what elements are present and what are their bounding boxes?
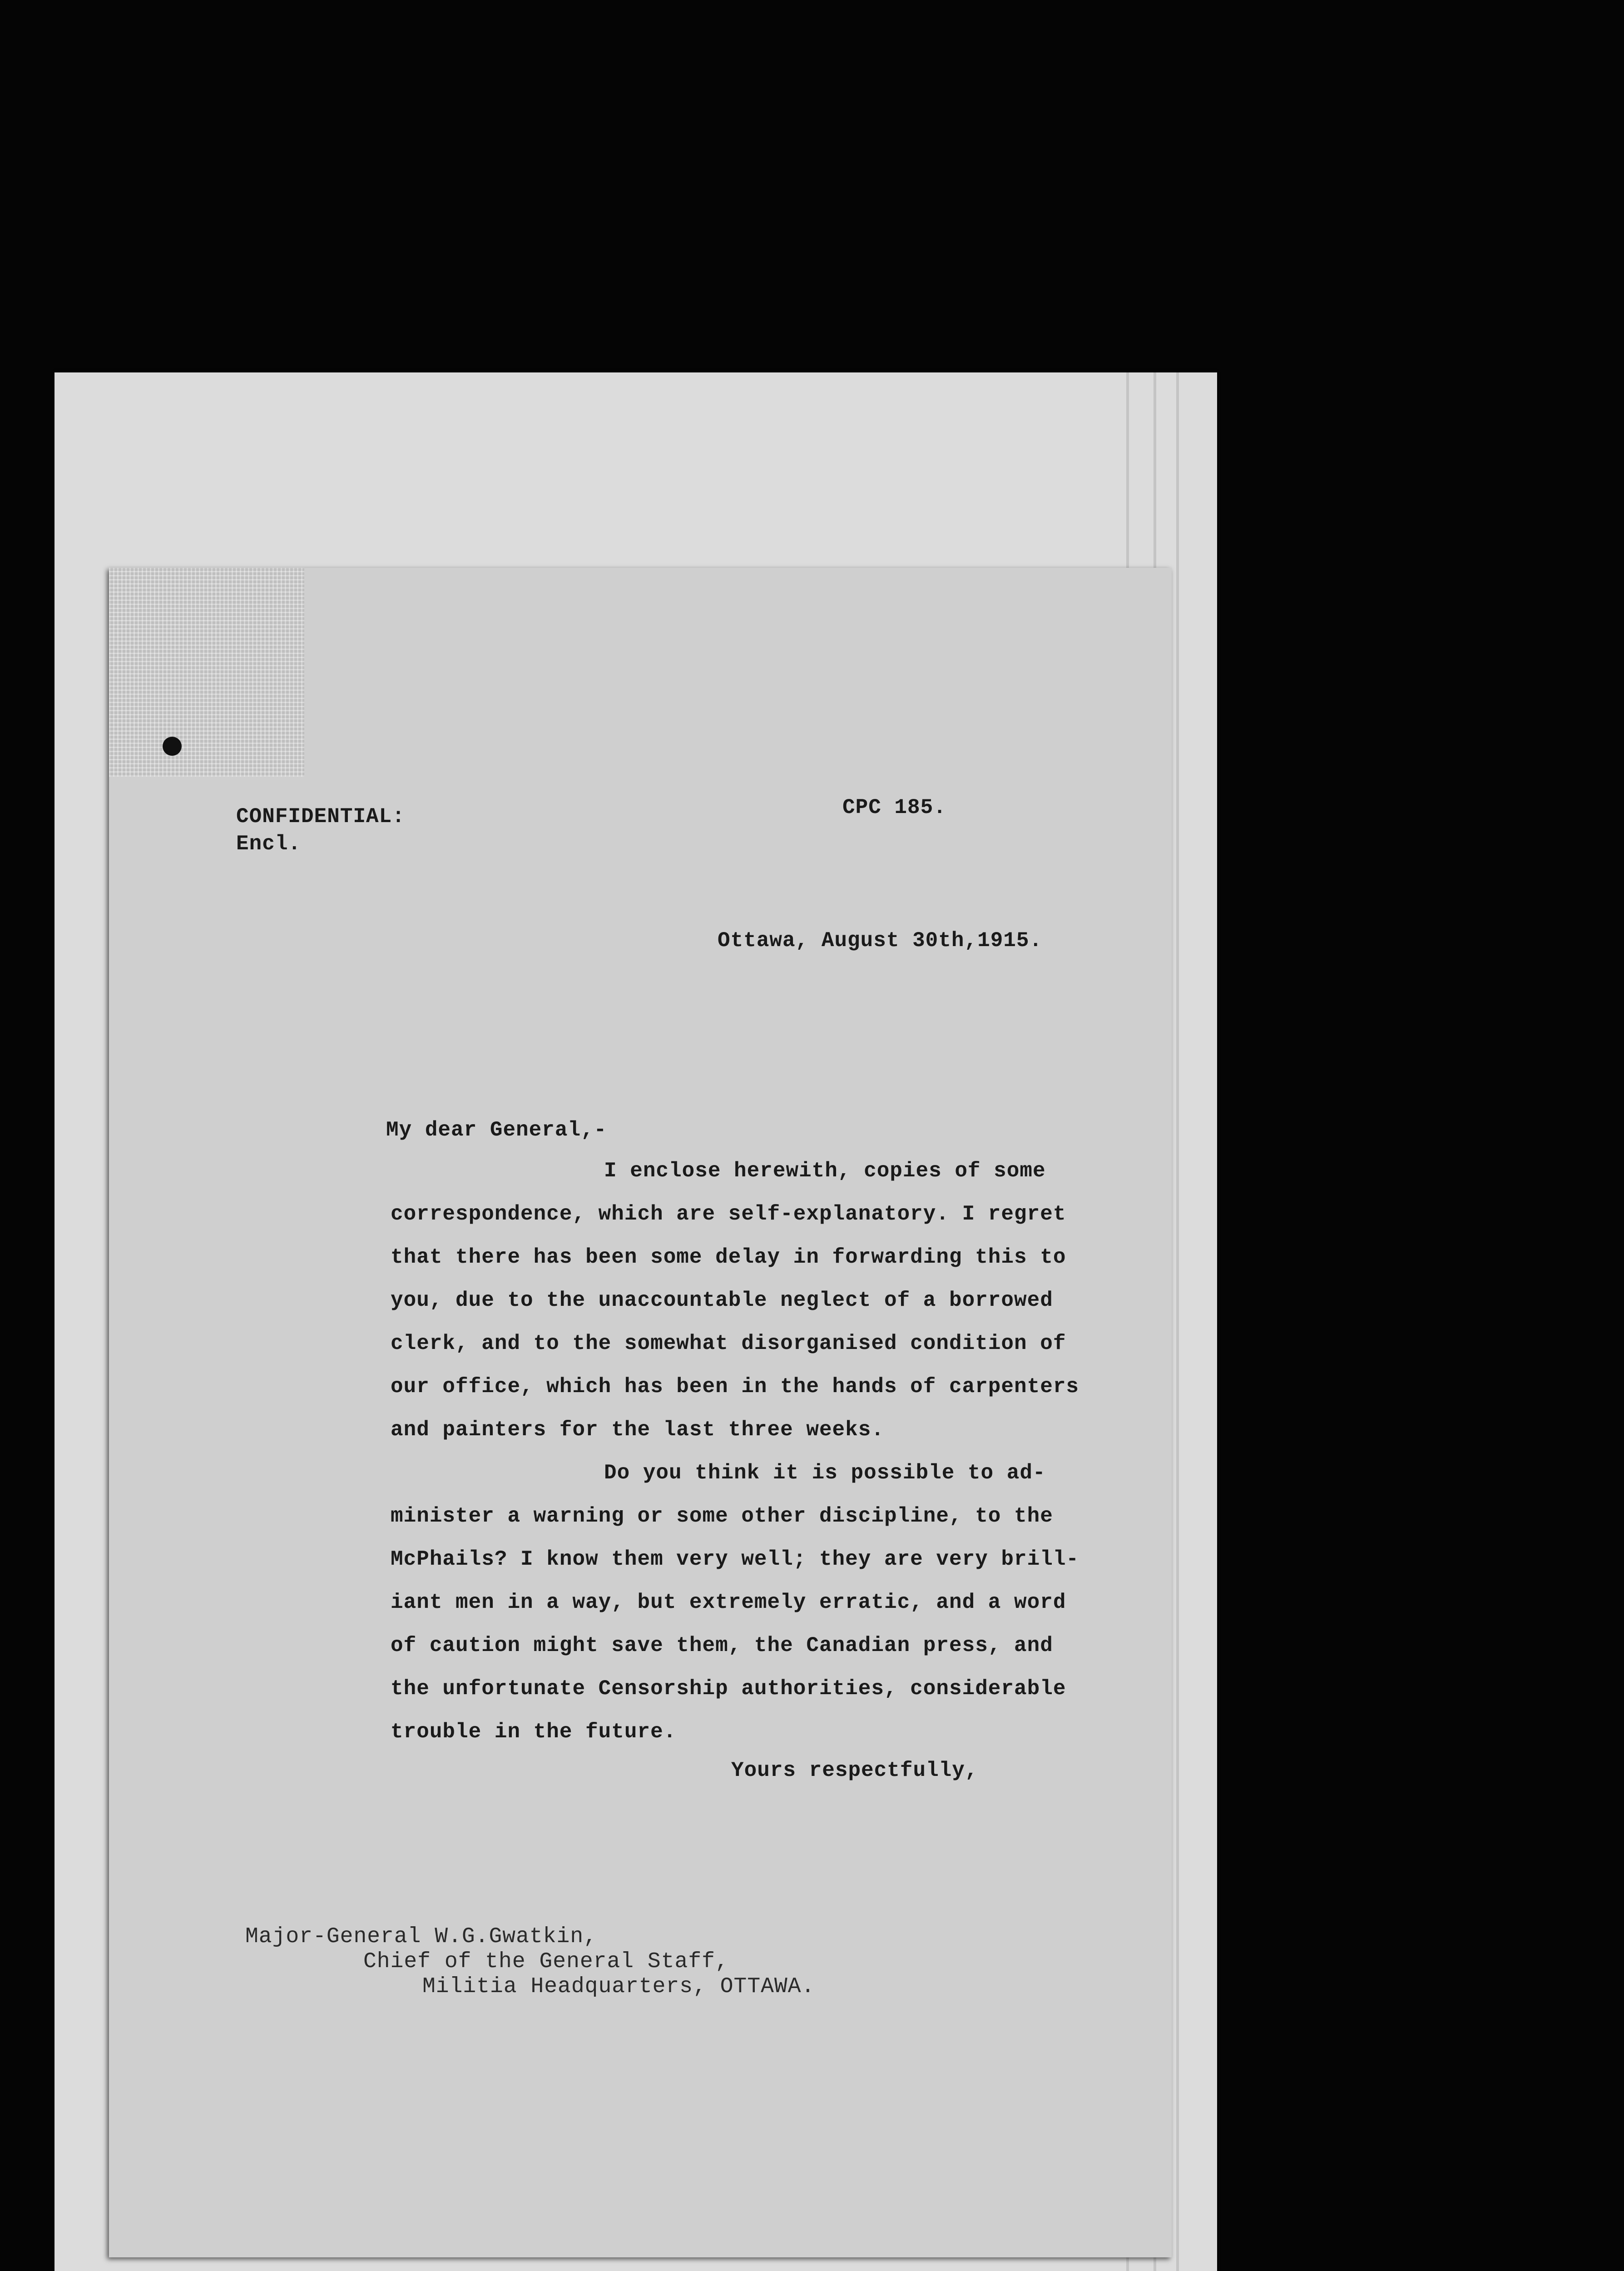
body-line: you, due to the unaccountable neglect of a borrowed [391,1289,1053,1312]
confidential-mark: CONFIDENTIAL: [236,805,405,828]
sheet-edge-line [1176,372,1179,2271]
body-line: our office, which has been in the hands of carpenters [391,1375,1079,1398]
closing: Yours respectfully, [731,1759,978,1782]
body-line: Do you think it is possible to ad- [604,1461,1046,1485]
recipient-title: Chief of the General Staff, [363,1949,729,1974]
enclosure-mark: Encl. [236,832,302,856]
body-line: that there has been some delay in forwarding this to [391,1245,1066,1269]
punch-hole [163,737,182,756]
recipient-name: Major-General W.G.Gwatkin, [245,1924,597,1949]
body-line: I enclose herewith, copies of some [604,1159,1046,1183]
letter-date: Ottawa, August 30th,1915. [718,929,1043,952]
body-line: of caution might save them, the Canadian press, and [391,1634,1053,1657]
reference-number: CPC 185. [842,796,946,819]
body-line: the unfortunate Censorship authorities, considerable [391,1677,1066,1701]
letter-page [109,568,1172,2257]
body-line: trouble in the future. [391,1720,677,1744]
body-line: McPhails? I know them very well; they are very brill- [391,1547,1079,1571]
salutation: My dear General,- [386,1118,607,1142]
body-line: iant men in a way, but extremely erratic, and a word [391,1591,1066,1614]
body-line: clerk, and to the somewhat disorganised condition of [391,1332,1066,1355]
body-line: correspondence, which are self-explanatory. I regret [391,1202,1066,1226]
body-line: and painters for the last three weeks. [391,1418,884,1442]
body-line: minister a warning or some other discipline, to the [391,1504,1053,1528]
recipient-address: Militia Headquarters, OTTAWA. [422,1974,815,1999]
mesh-tape [109,568,304,777]
